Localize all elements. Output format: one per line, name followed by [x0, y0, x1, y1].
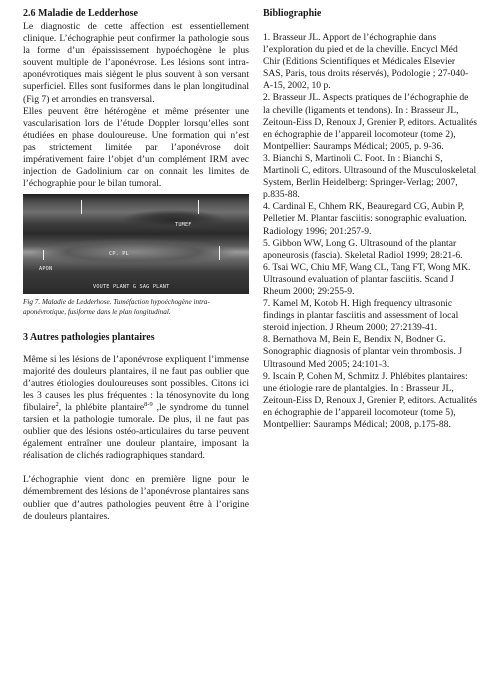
- arrow-marker: [219, 246, 220, 260]
- citation-superscript: 2: [55, 400, 59, 408]
- figure-caption: Fig 7. Maladie de Ledderhose. Tuméfaction hypoéchogène intra-aponévrotique, fusiforme dans le plan longitudinal.: [23, 298, 210, 316]
- reference-item: 6. Tsai WC, Chiu MF, Wang CL, Tang FT, Wong MK. Ultrasound evaluation of plantar fasciitis. Scand J Rheum 2000; 29:255-9.: [263, 261, 471, 297]
- figure-label-plant: VOUTE PLANT G SAG PLANT: [93, 284, 170, 291]
- bibliography-title: Bibliographie: [263, 8, 322, 19]
- figure-label-tumef: TUMEF: [175, 222, 192, 229]
- paragraph-ledderhose-1: Le diagnostic de cette affection est essentiellement clinique. L’échographie peut confirmer la pathologie sous la forme d’un épaississement hypoéchogène le plus souvent multiple de l’aponévrose. Les lésions sont intra-aponévrotiques mais siègent le plus souvent à son versant superficiel. Elles sont fusiformes dans le plan longitudinal (Fig 7) et arrondies en transversal.: [23, 21, 249, 105]
- arrow-marker: [81, 200, 82, 214]
- paragraph-text: Même si les lésions de l’aponévrose expliquent l’immense majorité des douleurs plantaires, il ne faut pas oublier que d’autres étiologies douloureuses sont possibles. Citons ici les 3 causes les plus fréquentes : la ténosynovite du long fibulaire: [23, 353, 249, 413]
- reference-item: 1. Brasseur JL. Apport de l’échographie dans l’exploration du pied et de la cheville. Encycl Méd Chir (Editions Scientifiques et Médicales Elsevier SAS, Paris, tous droits réservés), Podologie ; 27-040-A-15, 2002, 10 p.: [263, 32, 469, 92]
- paragraph-text: ,le syndrome du tunnel tarsien et la pathologie tumorale. De plus, il ne faut pas oublier que des lésions ostéo-articulaires du tarse peuvent également entraîner une douleur plantaire, imposant la réalisation de clichés radiographiques standard.: [23, 401, 250, 462]
- citation-superscript: 8-9: [144, 400, 153, 408]
- arrow-marker: [198, 200, 199, 214]
- reference-item: 4. Cardinal E, Chhem RK, Beauregard CG, Aubin P, Pelletier M. Plantar fasciitis: sonographic evaluation. Radiology 1996; 201:257-9.: [263, 201, 467, 237]
- arrow-marker: [43, 250, 44, 260]
- reference-item: 3. Bianchi S, Martinoli C. Foot. In : Bianchi S, Martinoli C, editors. Ultrasound of the Musculoskeletal System, Berlin Heidelberg: Springer-Verlag; 2007, p.835-88.: [263, 152, 477, 201]
- paragraph-text: , la phlébite plantaire: [58, 401, 145, 413]
- left-column: [23, 8, 249, 523]
- figure-label-apon: APON: [39, 266, 53, 273]
- reference-item: 2. Brasseur JL. Aspects pratiques de l’échographie de la cheville (ligaments et tendons). In : Brasseur JL, Zeitoun-Eiss D, Renoux J, Grenier P, editors. Actualités en échographie de l’appareil locomoteur (tome 2), Montpellier: Sauramps Médical; 2005, p. 9-36.: [263, 92, 477, 152]
- section-title-other-pathologies: 3 Autres pathologies plantaires: [23, 331, 155, 343]
- ultrasound-figure: [23, 194, 249, 294]
- paragraph-ledderhose-2: Elles peuvent être hétérogène et même présenter une vascularisation lors de l’étude Doppler lorsqu’elles sont étudiées en phase douloureuse. Une formation qui n’est pas strictement limitée par l’aponévrose doit impérativement faire l’objet d’un complément IRM avec injection de Gadolinium car on connait les limites de l’échographie pour le bilan tumoral.: [23, 105, 249, 190]
- reference-item: 7. Kamel M, Kotob H. High frequency ultrasonic findings in plantar fasciitis and assessment of local steroid injection. J Rheum 2000; 27:2139-41.: [263, 298, 459, 334]
- reference-item: 5. Gibbon WW, Long G. Ultrasound of the plantar aponeurosis (fascia). Skeletal Radiol 1999; 28:21-6.: [263, 237, 463, 261]
- section-heading-ledderhose: 2.6 Maladie de Ledderhose: [23, 8, 138, 19]
- reference-item: 9. Iscain P, Cohen M, Schmitz J. Phlébites plantaires: une étiologie rare de plantalgies. In : Brasseur JL, Zeitoun-Eiss D, Renoux J, Grenier P, editors. Actualités en échographie de l’appareil locomoteur (tome 5), Montpellier: Sauramps Médical; 2008, p.175-88.: [263, 370, 477, 430]
- paragraph-other-pathologies: [23, 354, 249, 463]
- figure-label-cp-pl: CP. PL: [109, 251, 129, 258]
- right-column: [263, 8, 477, 431]
- reference-item: 8. Bernathova M, Bein E, Bendix N, Bodner G. Sonographic diagnosis of plantar vein thrombosis. J Ultrasound Med 2005; 24:101-3.: [263, 334, 463, 370]
- paragraph-conclusion: L’échographie vient donc en première ligne pour le démembrement des lésions de l’aponévrose plantaires sans oublier que d’autres pathologies peuvent être à l’origine de douleurs plantaires.: [23, 474, 249, 522]
